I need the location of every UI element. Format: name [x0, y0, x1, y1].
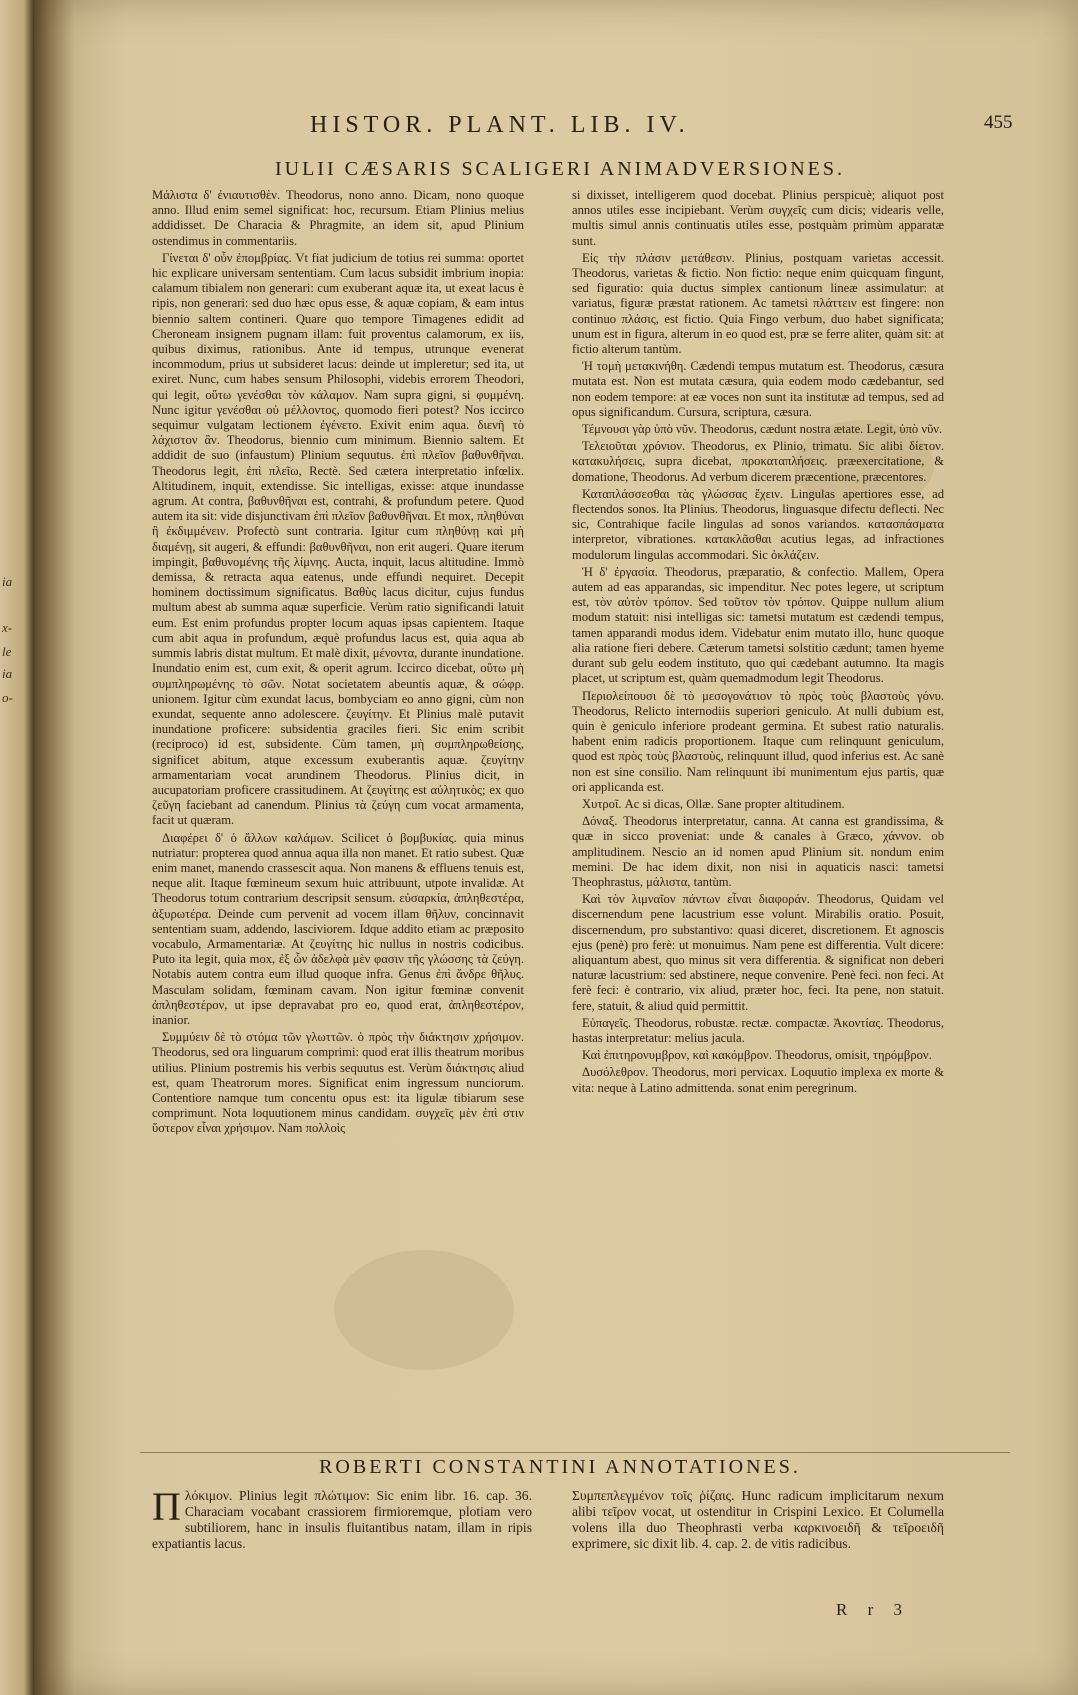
scaliger-left-column: [152, 188, 524, 1486]
annotation-paragraph: Εἰς τὴν πλάσιν μετάθεσιν. Plinius, postquam varietas accessit. Theodorus, varietas & fictio. Non fictio: neque enim quicquam fingunt, sed figuratio: quia ductus simplex cantionum lineæ assimulatur: at variatus, figuræ præstat rationem. Ac tametsi πλάττειν est fingere: non continuo πλάσις, est fictio. Quia Fingo verbum, duo habet significata; unum est in figura, alterum in eo quod est, præ se ferre aliter, quàm sit: at fictio alterum tantùm.: [572, 250, 944, 357]
page-number: 455: [984, 112, 1013, 133]
annotation-paragraph: Περιολείπουσι δὲ τὸ μεσογονάτιον τὸ πρὸς τοὺς βλαστοὺς γόνυ. Theodorus, Relicto internodiis superiori geniculo. At nulli dubium est, quin è geniculo inferiore prodeant germina. Et subest ratio naturalis. habent enim radicis proportionem. Itaque cum relinquunt geniculum, quod est πρὸς τοὺς βλαστοὺς, relinquunt illud, quod inferius est. Ac sanè non est sine consilio. Nam relinquunt ibi munimentum ejus partis, quæ ori applicanda est.: [572, 688, 944, 794]
margin-fragment: o-: [2, 690, 13, 705]
constantin-left-column: [152, 1488, 532, 1598]
annotation-paragraph: Γίνεται δ' οὖν ἐπομβρίας. Vt fiat judicium de totius rei summa: oportet hic explicare universam sententiam. Cum lacus subsidit imbrium inopia: calamum tibialem non generari: cum exuberant aquæ ita, ut exeat lacus è ripis, non generari: sed duo hæc opus esse, & aquæ copiam, & eam intus biennio saltem contineri. Quare quo tempore Timagenes edidit ad Cheroneam insignem pugnam illam: fuit proventus calamorum, ex iis, quibus diximus, rationibus. Ante id tempus, utrunque evenerat incommodum, prius ut subsideret lacus: deinde ut impleretur; sed ita, ut exiret. Nunc, cum habes sensum Philosophi, videbis errorem Theodori, qui legit, οὕτω γενέσθαι τὸν κάλαμον. Nam supra gigni, si φυμμένη. Nunc igitur γενέσθαι οὐ μέλλοντος, quomodo fieri potest? Nos iccirco sequimur vulgatam lectionem ἐγένετο. Exivit enim aqua. διενῆ τὸ λάχιστον ἂν. Theodorus, biennio cum minimum. Biennio saltem. Et addidit de suo (infaustum) Plinium sequutus. ἐπὶ πλεῖον βαθυνθῆναι. Theodorus legit, ἐπὶ πλεῖω, Rectè. Sed cætera interpretatio infœlix. Altitudinem, inquit, extendisse. Sic intelligas, exisse: atque inundasse agrum. At contra, βαθυνθῆναι est, contrahi, & profundum petere. Quod autem ita sit: vide disjunctivam ἐπὶ πλεῖον βαθυνθῆναι. Et mox, πληθύναι ἢ ἐκδιμμένειν. Profectò sunt contraria. Igitur cum πληθύνῃ καὶ μὴ διαμένῃ, sit augeri, & effundi: βαθυνθῆναι, non erit augeri. Quare iterum impingit, βαθυνομένης τῆς λίμνης. Aucta, inquit, lacus altitudine. Immò demissa, & retracta aqua eatenus, unde effundi nequiret. Decepit hominem doctissimum significatus. Βαθὺς lacus dicitur, cujus fundus multum abest ab summa aquæ superficie. Verùm ratio significandi latuit eum. Est enim profundus propter locum aquas ipsas capientem. Itaque cum abit aqua in profundum, æquè profundus lacus est, quia aqua ab summis labris distat multum. Et malè dixit, μένοντα, durante inundatione. Inundatio enim est, cum exit, & operit agrum. Iccirco dicebat, οὕτω μὴ συμπληρωμένης τὸ σῶν. Notat societatem abeuntis aquæ, & σώφρ. unionem. Igitur cùm exundat lacus, bombyciam eo anno gigni, cùm non exundat, sequente anno adolescere. ζευγίτην. Et Plinius malè putavit inundatione proficere: subsidentia graciles fieri. Sic enim scribit (reciproco) id est, subsidente. Cùm tamen, μὴ συμπληρωθείσης, significet abitum, atque excessum exuberantis aquæ. ζευγίτην armamentariam vocat arundinem Theodorus. Plinius dicit, in aucupatoriam proficere crassitudinem. At ζευγίτης est αὐλητικὸς; ex quo ζεῦγη faciebant ad canendum. Plinius τὰ ζεύγη cum vocat armamenta, facit ut quæram.: [152, 250, 524, 828]
drop-cap: Π: [152, 1488, 181, 1529]
margin-fragment: le: [2, 644, 12, 659]
annotation-paragraph: Ἡ τομὴ μετακινήθη. Cædendi tempus mutatum est. Theodorus, cæsura mutata est. Non est mutata cæsura, quia eodem modo cædebantur, sed non eodem tempore: at eæ voces non sunt ita institutæ ad tempus, sed ad opus significandum. Cursura, scriptura, cæsura.: [572, 359, 944, 419]
annotation-paragraph: si dixisset, intelligerem quod docebat. Plinius perspicuè; aliquot post annos utiles esse incipiebant. Verùm συγχεῖς cum dicis; videaris velle, multis simul annis continuatis utiles esse, postquàm primùm apparatæ sunt.: [572, 188, 944, 248]
annotation-paragraph: Διαφέρει δ' ὁ ἄλλων καλάμων. Scilicet ὁ βομβυκίας. quia minus nutriatur: propterea quod annua aqua illa non manet. Et ratio subest. Quæ enim manet, manendo crassescit aqua. Non manens & effluens tenuis est, neque alit. Itaque fœmineum sexum huic attribuunt, utpote invalidæ. At Theodorus totum contrarium descripsit sensum. εὐσαρκία, ἀπληθεστέρα, ἀξυρωτέρα. Deinde cum pervenit ad vocem illam θῆλυν, concinnavit sententiam suam, addendo, lasciviorem. Idque addito etiam ac præposito vocabulo, Armamentariæ. At ζευγίτης hic nullus in nostris codicibus. Puto ita legit, quia mox, ἐξ ὧν ἀδελφὰ μὲν φασιν τῆς γλώσσης τὰ ζεύγη. Notabis autem contra eum illud quoque infra. Genus ἐπὶ ἄνδρε θῆλυς. Masculam solidam, fœminam cavam. Non igitur fœminæ convenit ἀπληθεστέρον, ut ipse depravabat pro eo, quod erat, ἀπληθεστέρον, inanior.: [152, 830, 524, 1027]
annotation-paragraph: Τελειοῦται χρόνιον. Theodorus, ex Plinio, trimatu. Sic alibi δίετον. κατακυλήσεις, supra dicebat, προκαταπλήσεις. præexercitatione, & domatione, Theodorus. Ad verbum dicerem præcentione, præcentores.: [572, 439, 944, 484]
constantin-right-column: [572, 1488, 944, 1598]
annotation-paragraph: Δυσόλεθρον. Theodorus, mori pervicax. Loquutio implexa ex morte & vita: neque à Latino admittenda. sonat enim peregrinum.: [572, 1065, 944, 1095]
annotation-paragraph: Συμπεπλεγμένον τοῖς ῥίζαις. Hunc radicum implicitarum nexum alibi τεῖρον vocat, ut ostenditur in Crispini Lexico. Et Columella volens illa duo Theophrasti verba καρκινοειδῆ & τεῖροειδῆ exprimere, sic dixit lib. 4. cap. 2. de vitis radicibus.: [572, 1488, 944, 1551]
annotation-paragraph: λόκιμον. Plinius legit πλώτιμον: Sic enim libr. 16. cap. 36. Characiam vocabant crassiorem firmioremque, plotiam vero subtiliorem, hanc in insulis fluitantibus natam, illam in ripis expatiantis lacus.: [152, 1488, 532, 1551]
signature-mark: R r 3: [836, 1600, 910, 1619]
margin-fragment: x-: [2, 620, 13, 635]
annotation-paragraph: Δόναξ. Theodorus interpretatur, canna. At canna est grandissima, & quæ in sicco proveniat: unde & canales à Græco, χάννον. ob amplitudinem. Nescio an id nomen apud Plinium sit. nondum enim memini. De hac idem dixit, non nisi in aquaticis nasci: tametsi Theophrastus, μάλιστα, tantùm.: [572, 814, 944, 889]
annotation-paragraph: Συμμύειν δὲ τὸ στόμα τῶν γλωττῶν. ὁ πρὸς τὴν διάκτησιν χρήσιμον. Theodorus, sed ora linguarum comprimi: quod erat illis theatrum moribus utilius. Plinium postremis his verbis sequutus est. Verùm διάκτησις aliud est, quam Theatrorum mores. Significat enim ingressum nunciorum. Contentiore namque tum concentu opus est: ita ligulæ tibiarum sese comprimunt. Nota loquutionem minus candidam. συγχεῖς μὲν ἐπὶ στιν ὕστερον εἶναι χρήσιμον. Nam πολλοὶς: [152, 1030, 524, 1136]
annotation-paragraph: Εὐπαγεῖς. Theodorus, robustæ. rectæ. compactæ. Ἀκοντίας. Theodorus, hastas interpretatur: melius jacula.: [572, 1015, 944, 1045]
book-binding: [0, 0, 34, 1695]
running-head: HISTOR. PLANT. LIB. IV.: [310, 112, 690, 138]
annotation-paragraph: Καὶ τὸν λιμναῖον πάντων εἶναι διαφοράν. Theodorus, Quidam vel discernendum pene lacustrium esse volunt. Mirabilis oratio. Posuit, discernendum, pro substantivo: quasi diceret, discretionem. Et agnoscis ejus (penè) pro ferè: ut monuimus. Nam pene est differentia. Vult dicere: aliquantum abest, quo minus sit vera differentia. & significat non deberi naturæ lacustrium: sed abstinere, neque convenire. Penè feci. non feci. At ferè feci: è contrario, vix aliud, præter hoc, feci. Ita pene, non statuit. fere, statuit, & aliud quid permittit.: [572, 892, 944, 1013]
scaliger-right-column: [572, 188, 944, 1486]
annotation-paragraph: Καὶ ἐπιτηρονυμβρον, καὶ κακόμβρον. Theodorus, omisit, τηρόμβρον.: [582, 1048, 932, 1063]
margin-fragment: ia: [2, 666, 13, 681]
annotation-paragraph: Καταπλάσσεσθαι τὰς γλώσσας ἔχειν. Lingulas apertiores esse, ad flectendos sonos. Ita Plinius. Theodorus, linguasque difectu deflecti. Nec sic, Contrahique facile lingulas ad sonos variandos. κατασπάσματα interpretor, vibrationes. κατακλᾶσθαι acutius legas, ad infractiones modulorum lingulas accommodari. Sic ὀκλάζειν.: [572, 486, 944, 562]
margin-fragment: ia: [2, 574, 13, 589]
annotation-paragraph: Ἡ δ' ἐργασία. Theodorus, præparatio, & confectio. Mallem, Opera autem ad eas apparandas, sic impenditur. Nec potes legere, ut scriptum est, τὸν αὐτὸν τρόπον. Sed τοῦτον τὸν τρόπον. Quippe nullum alium modum statuit: nisi intelligas sic: tametsi mutatum est cædendi tempus, tamen apparandi modus idem. Videbatur enim mutato illo, hunc quoque alia ratione fieri debere. Cæterum tametsi solstitio cædunt; tamen hyeme durant sub gelu eodem instituto, quo qui cædebant autumno. Ita magis placet, ut scriptum est, quàm quemadmodum legit Theodorus.: [572, 564, 944, 686]
annotation-paragraph: Τέμνουσι γὰρ ὑπὸ νῦν. Theodorus, cædunt nostra ætate. Legit, ὑπὸ νῦν.: [582, 422, 943, 437]
annotation-paragraph: Χυτροῖ. Ac si dicas, Ollæ. Sane propter altitudinem.: [582, 796, 845, 811]
annotation-paragraph: Μάλιστα δ' ἐνιαυτισθὲν. Theodorus, nono anno. Dicam, nono quoque anno. Illud enim semel significat: hoc, recursum. Etiam Plinius melius addidisset. De Characia & Phragmite, an idem sit, apud Plinium ostendimus in commentariis.: [152, 188, 524, 248]
constantin-section-title: ROBERTI CONSTANTINI ANNOTATIONES.: [319, 1456, 801, 1478]
section-divider: [140, 1452, 1010, 1453]
scaliger-section-title: IULII CÆSARIS SCALIGERI ANIMADVERSIONES.: [274, 158, 846, 180]
